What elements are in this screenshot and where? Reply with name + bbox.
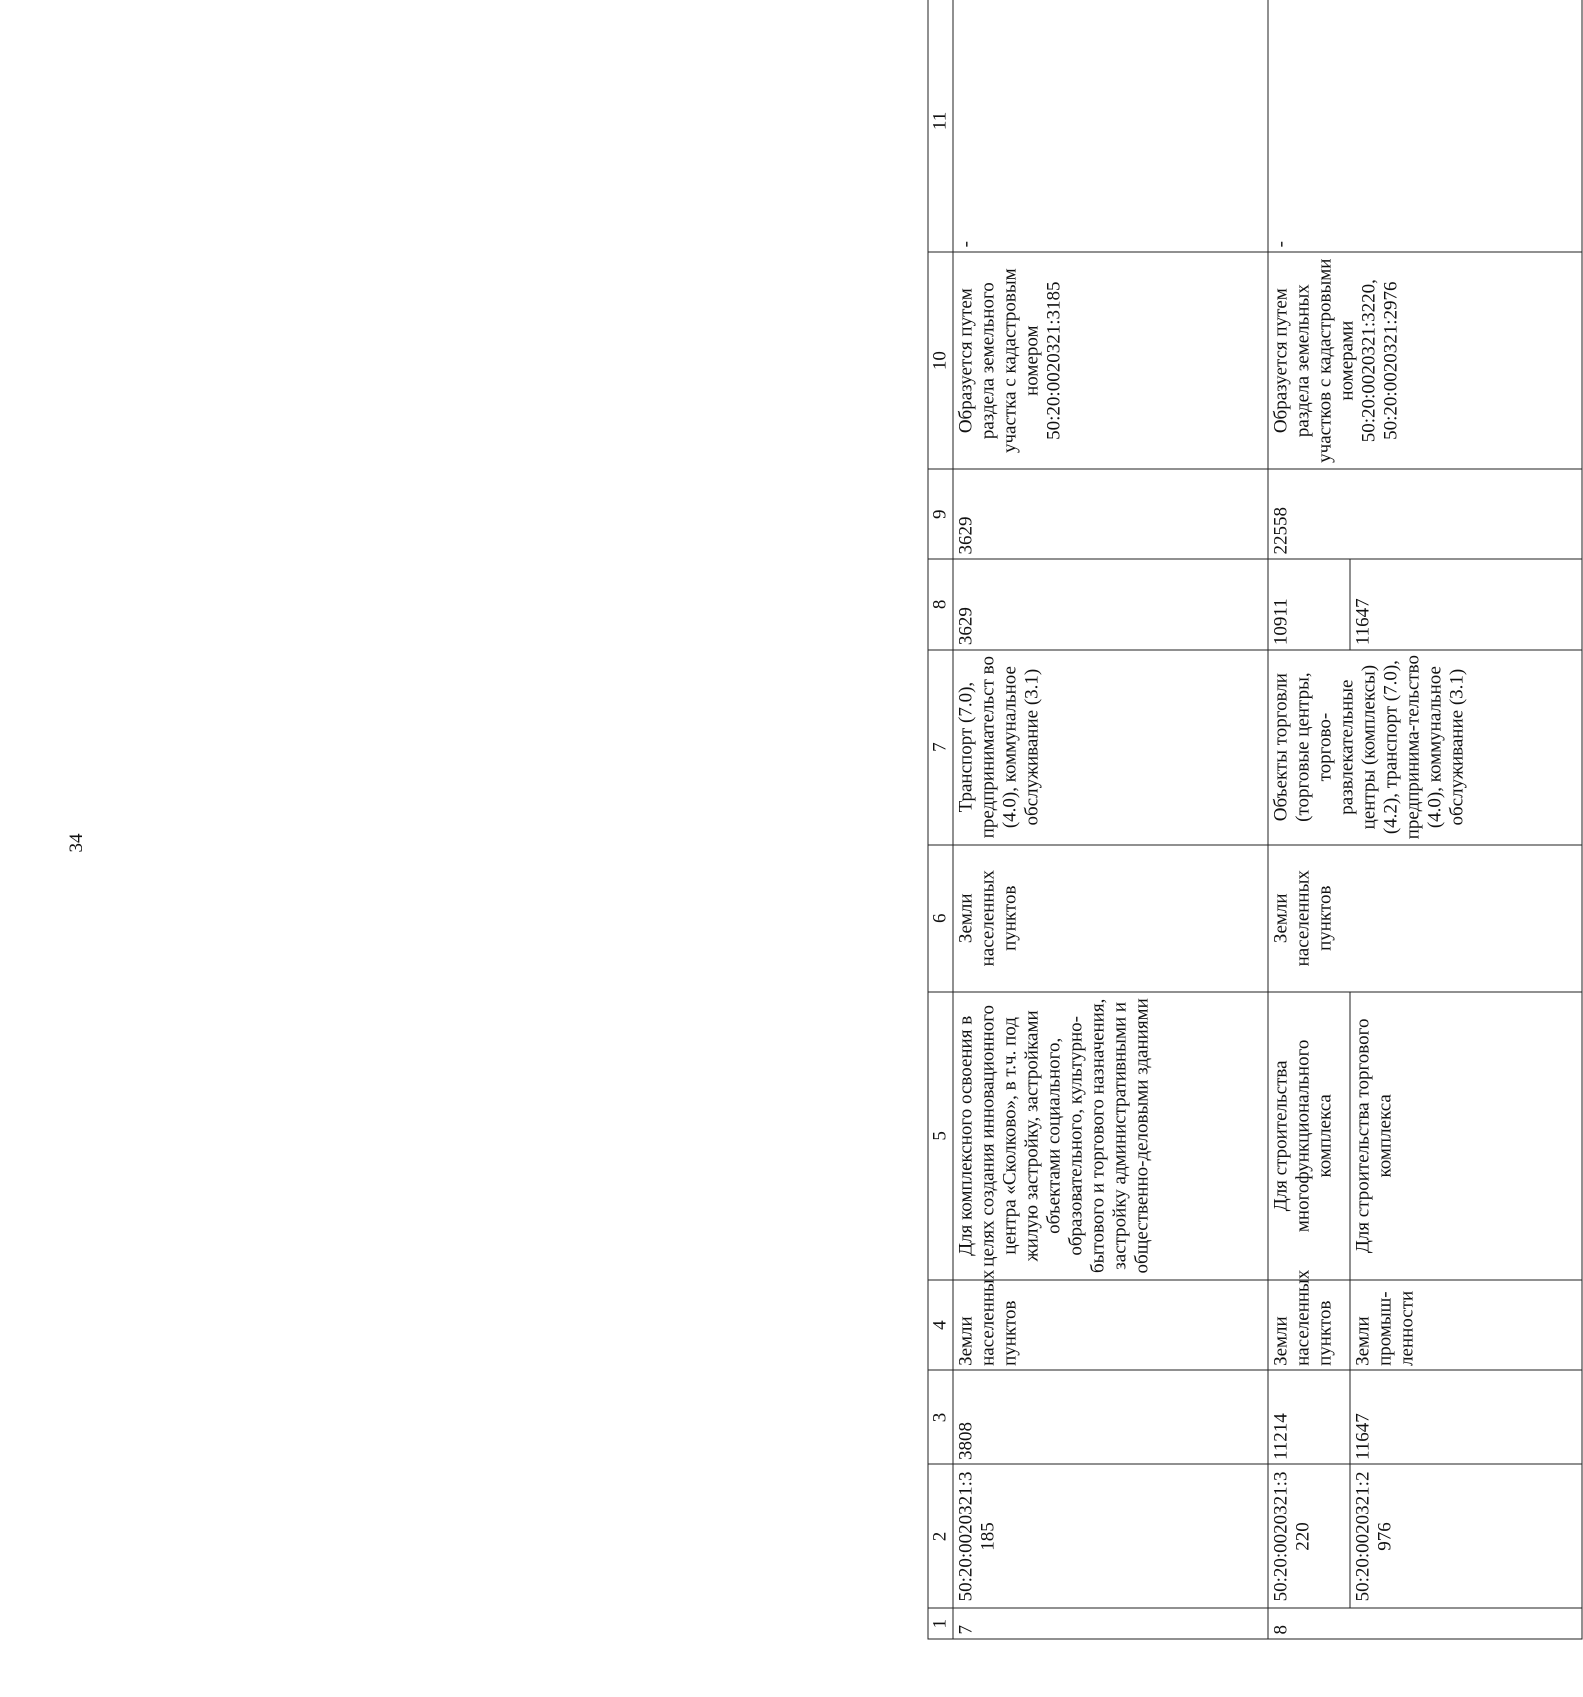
row8-remark: - <box>1268 0 1582 252</box>
row8-cadastral-number-a: 50:20:0020321:3 220 <box>1268 1464 1350 1608</box>
row7-remark: - <box>953 0 1268 252</box>
table-row-8a <box>1268 0 1350 1639</box>
row7-cadastral-number: 50:20:0020321:3 185 <box>953 1464 1268 1608</box>
row8-permitted-use-b: Для строительства торгового комплекса <box>1350 992 1582 1280</box>
header-col-9: 9 <box>928 469 953 559</box>
row8-area-b: 11647 <box>1350 1370 1582 1464</box>
header-col-10: 10 <box>928 252 953 470</box>
row8-new-area-a: 10911 <box>1268 559 1350 650</box>
header-col-3: 3 <box>928 1370 953 1464</box>
row7-number: 7 <box>953 1608 1268 1639</box>
row7-new-area: 3629 <box>953 559 1268 650</box>
header-col-2: 2 <box>928 1464 953 1608</box>
row8-new-land-category: Земли населенных пунктов <box>1268 845 1582 992</box>
row8-land-category-a: Земли населенных пунктов <box>1268 1280 1350 1371</box>
row8-number: 8 <box>1268 1608 1582 1639</box>
row7-land-category: Земли населенных пунктов <box>953 1280 1268 1371</box>
row8-new-permitted-use: Объекты торговли (торговые центры, торгово-развлекательные центры (комплексы) (4.2), транспорт (7.0), предпринима-тельство (4.0), коммунальное обслуживание (3.1) <box>1268 650 1582 845</box>
row8-cadastral-number-b: 50:20:0020321:2 976 <box>1350 1464 1582 1608</box>
land-plot-table <box>928 0 1583 1640</box>
header-col-5: 5 <box>928 992 953 1280</box>
land-plot-table-wrapper <box>928 0 1583 1640</box>
row8-area-a: 11214 <box>1268 1370 1350 1464</box>
table-row-7 <box>953 0 1268 1639</box>
header-row <box>928 0 953 1639</box>
header-col-11: 11 <box>928 0 953 252</box>
row8-new-area-b: 11647 <box>1350 559 1582 650</box>
row8-land-category-b: Земли промыш-ленности <box>1350 1280 1582 1371</box>
header-col-6: 6 <box>928 845 953 992</box>
header-col-4: 4 <box>928 1280 953 1371</box>
row8-permitted-use-a: Для строительства многофункционального комплекса <box>1268 992 1350 1280</box>
header-col-7: 7 <box>928 650 953 845</box>
page-number: 34 <box>66 833 87 853</box>
row7-formation-note: Образуется путем раздела земельного участка с кадастровым номером 50:20:0020321:3185 <box>953 252 1268 470</box>
row7-permitted-use: Для комплексного освоения в целях создания инновационного центра «Сколково», в т.ч. под жилую застройку, застройками объектами социального, образовательного, культурно-бытового и торгового назначения, застройку административными и общественно-деловыми зданиями <box>953 992 1268 1280</box>
header-col-8: 8 <box>928 559 953 650</box>
header-col-1: 1 <box>928 1608 953 1639</box>
row8-total-area: 22558 <box>1268 469 1582 559</box>
row7-new-land-category: Земли населенных пунктов <box>953 845 1268 992</box>
row7-total-area: 3629 <box>953 469 1268 559</box>
row7-area: 3808 <box>953 1370 1268 1464</box>
row8-formation-note: Образуется путем раздела земельных участков с кадастровыми номерами 50:20:0020321:3220, 50:20:0020321:2976 <box>1268 252 1582 470</box>
row7-new-permitted-use: Транспорт (7.0), предпринимательст во (4.0), коммунальное обслуживание (3.1) <box>953 650 1268 845</box>
